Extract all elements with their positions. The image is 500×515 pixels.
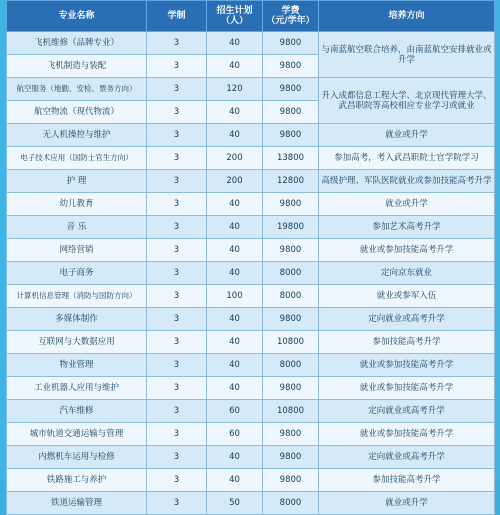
cell-direction: 就业或升学 (319, 124, 495, 147)
table-row (7, 170, 495, 193)
cell-plan: 40 (207, 216, 263, 239)
cell-direction: 就业或参加技能高考升学 (319, 423, 495, 446)
cell-direction: 高级护理、军队医院就业或参加技能高考升学 (319, 170, 495, 193)
cell-plan: 40 (207, 469, 263, 492)
cell-name: 网络营销 (7, 239, 147, 262)
header-plan-top: 招生计划 (216, 6, 253, 16)
cell-name: 飞机制造与装配 (7, 55, 147, 78)
cell-plan: 40 (207, 308, 263, 331)
cell-direction: 升入成都信息工程大学、北京现代管理大学、武昌职院等高校相应专业学习或就业 (319, 78, 495, 124)
cell-fee: 9800 (263, 55, 319, 78)
cell-fee: 8000 (263, 492, 319, 515)
cell-fee: 10800 (263, 331, 319, 354)
cell-plan: 40 (207, 32, 263, 55)
cell-fee: 9800 (263, 469, 319, 492)
cell-direction: 就业或参加技能高考升学 (319, 354, 495, 377)
cell-fee: 9800 (263, 124, 319, 147)
cell-name: 互联网与大数据应用 (7, 331, 147, 354)
cell-name: 幼儿教育 (7, 193, 147, 216)
cell-direction: 参加技能高考升学 (319, 469, 495, 492)
table-row (7, 354, 495, 377)
cell-name: 音 乐 (7, 216, 147, 239)
cell-length: 3 (147, 331, 207, 354)
cell-length: 3 (147, 78, 207, 101)
cell-direction: 定向就业或高考升学 (319, 446, 495, 469)
cell-direction: 就业或参军入伍 (319, 285, 495, 308)
enrollment-table (6, 0, 495, 515)
cell-fee: 9800 (263, 423, 319, 446)
cell-fee: 19800 (263, 216, 319, 239)
cell-fee: 9800 (263, 446, 319, 469)
cell-fee: 9800 (263, 32, 319, 55)
table-row (7, 377, 495, 400)
cell-length: 3 (147, 193, 207, 216)
cell-fee: 8000 (263, 285, 319, 308)
cell-direction: 就业或升学 (319, 492, 495, 515)
cell-fee: 9800 (263, 308, 319, 331)
cell-direction: 定向就业或高考升学 (319, 308, 495, 331)
cell-plan: 40 (207, 446, 263, 469)
table-row (7, 469, 495, 492)
cell-fee: 9800 (263, 193, 319, 216)
header-plan-bottom: （人） (220, 16, 248, 26)
header-fee-bottom: （元/学年） (266, 16, 315, 26)
header-plan (207, 1, 263, 32)
cell-length: 3 (147, 377, 207, 400)
cell-name: 护 理 (7, 170, 147, 193)
cell-length: 3 (147, 492, 207, 515)
table-row (7, 423, 495, 446)
cell-fee: 9800 (263, 239, 319, 262)
table-row (7, 124, 495, 147)
cell-name: 铁道运输管理 (7, 492, 147, 515)
cell-length: 3 (147, 400, 207, 423)
cell-name: 电子商务 (7, 262, 147, 285)
cell-name: 计算机信息管理（消防与国防方向） (7, 285, 147, 308)
cell-plan: 40 (207, 55, 263, 78)
cell-name: 工业机器人应用与维护 (7, 377, 147, 400)
cell-fee: 9800 (263, 78, 319, 101)
cell-direction: 就业或参加技能高考升学 (319, 239, 495, 262)
cell-length: 3 (147, 469, 207, 492)
cell-plan: 200 (207, 170, 263, 193)
cell-direction: 就业或参加技能高考升学 (319, 377, 495, 400)
header-direction: 培养方向 (319, 1, 495, 32)
cell-plan: 40 (207, 331, 263, 354)
cell-name: 多媒体制作 (7, 308, 147, 331)
cell-plan: 200 (207, 147, 263, 170)
cell-length: 3 (147, 101, 207, 124)
cell-fee: 8000 (263, 262, 319, 285)
table-row (7, 492, 495, 515)
cell-fee: 13800 (263, 147, 319, 170)
cell-fee: 12800 (263, 170, 319, 193)
cell-name: 航空物流（现代物流） (7, 101, 147, 124)
cell-plan: 40 (207, 193, 263, 216)
table-row (7, 331, 495, 354)
cell-direction: 定向就业或高考升学 (319, 400, 495, 423)
cell-direction: 参加高考，考入武昌职院士官学院学习 (319, 147, 495, 170)
table-row (7, 32, 495, 55)
cell-length: 3 (147, 147, 207, 170)
table-row (7, 308, 495, 331)
cell-name: 飞机维修（品牌专业） (7, 32, 147, 55)
cell-plan: 40 (207, 377, 263, 400)
cell-name: 内燃机车运用与检修 (7, 446, 147, 469)
cell-direction: 与南蓝航空联合培养，由南蓝航空安排就业或升学 (319, 32, 495, 78)
cell-plan: 60 (207, 423, 263, 446)
header-fee (263, 1, 319, 32)
table-header-row (7, 1, 495, 32)
header-length: 学制 (147, 1, 207, 32)
cell-plan: 60 (207, 400, 263, 423)
cell-direction: 参加技能高考升学 (319, 331, 495, 354)
cell-name: 汽车维修 (7, 400, 147, 423)
cell-plan: 100 (207, 285, 263, 308)
cell-length: 3 (147, 308, 207, 331)
cell-name: 物业管理 (7, 354, 147, 377)
cell-length: 3 (147, 285, 207, 308)
table-row (7, 147, 495, 170)
table-row (7, 262, 495, 285)
cell-plan: 50 (207, 492, 263, 515)
cell-direction: 定向京东就业 (319, 262, 495, 285)
cell-length: 3 (147, 216, 207, 239)
cell-name: 铁路施工与养护 (7, 469, 147, 492)
cell-length: 3 (147, 446, 207, 469)
cell-fee: 9800 (263, 377, 319, 400)
cell-length: 3 (147, 262, 207, 285)
cell-fee: 8000 (263, 354, 319, 377)
table-row (7, 78, 495, 101)
cell-plan: 120 (207, 78, 263, 101)
table-row (7, 400, 495, 423)
cell-plan: 40 (207, 354, 263, 377)
cell-name: 城市轨道交通运输与管理 (7, 423, 147, 446)
cell-length: 3 (147, 124, 207, 147)
cell-length: 3 (147, 239, 207, 262)
header-fee-top: 学费 (281, 6, 300, 16)
cell-plan: 40 (207, 239, 263, 262)
cell-length: 3 (147, 423, 207, 446)
table-row (7, 216, 495, 239)
cell-name: 电子技术应用（国防士官生方向） (7, 147, 147, 170)
cell-direction: 参加艺术高考升学 (319, 216, 495, 239)
cell-length: 3 (147, 55, 207, 78)
table-row (7, 446, 495, 469)
table-row (7, 193, 495, 216)
table-row (7, 239, 495, 262)
table-row (7, 285, 495, 308)
cell-fee: 9800 (263, 101, 319, 124)
cell-fee: 10800 (263, 400, 319, 423)
header-name: 专业名称 (7, 1, 147, 32)
cell-length: 3 (147, 354, 207, 377)
cell-name: 航空服务（地勤、安检、票务方向） (7, 78, 147, 101)
cell-name: 无人机操控与维护 (7, 124, 147, 147)
cell-direction: 就业或升学 (319, 193, 495, 216)
cell-plan: 40 (207, 262, 263, 285)
cell-length: 3 (147, 170, 207, 193)
cell-length: 3 (147, 32, 207, 55)
cell-plan: 40 (207, 124, 263, 147)
cell-plan: 40 (207, 101, 263, 124)
